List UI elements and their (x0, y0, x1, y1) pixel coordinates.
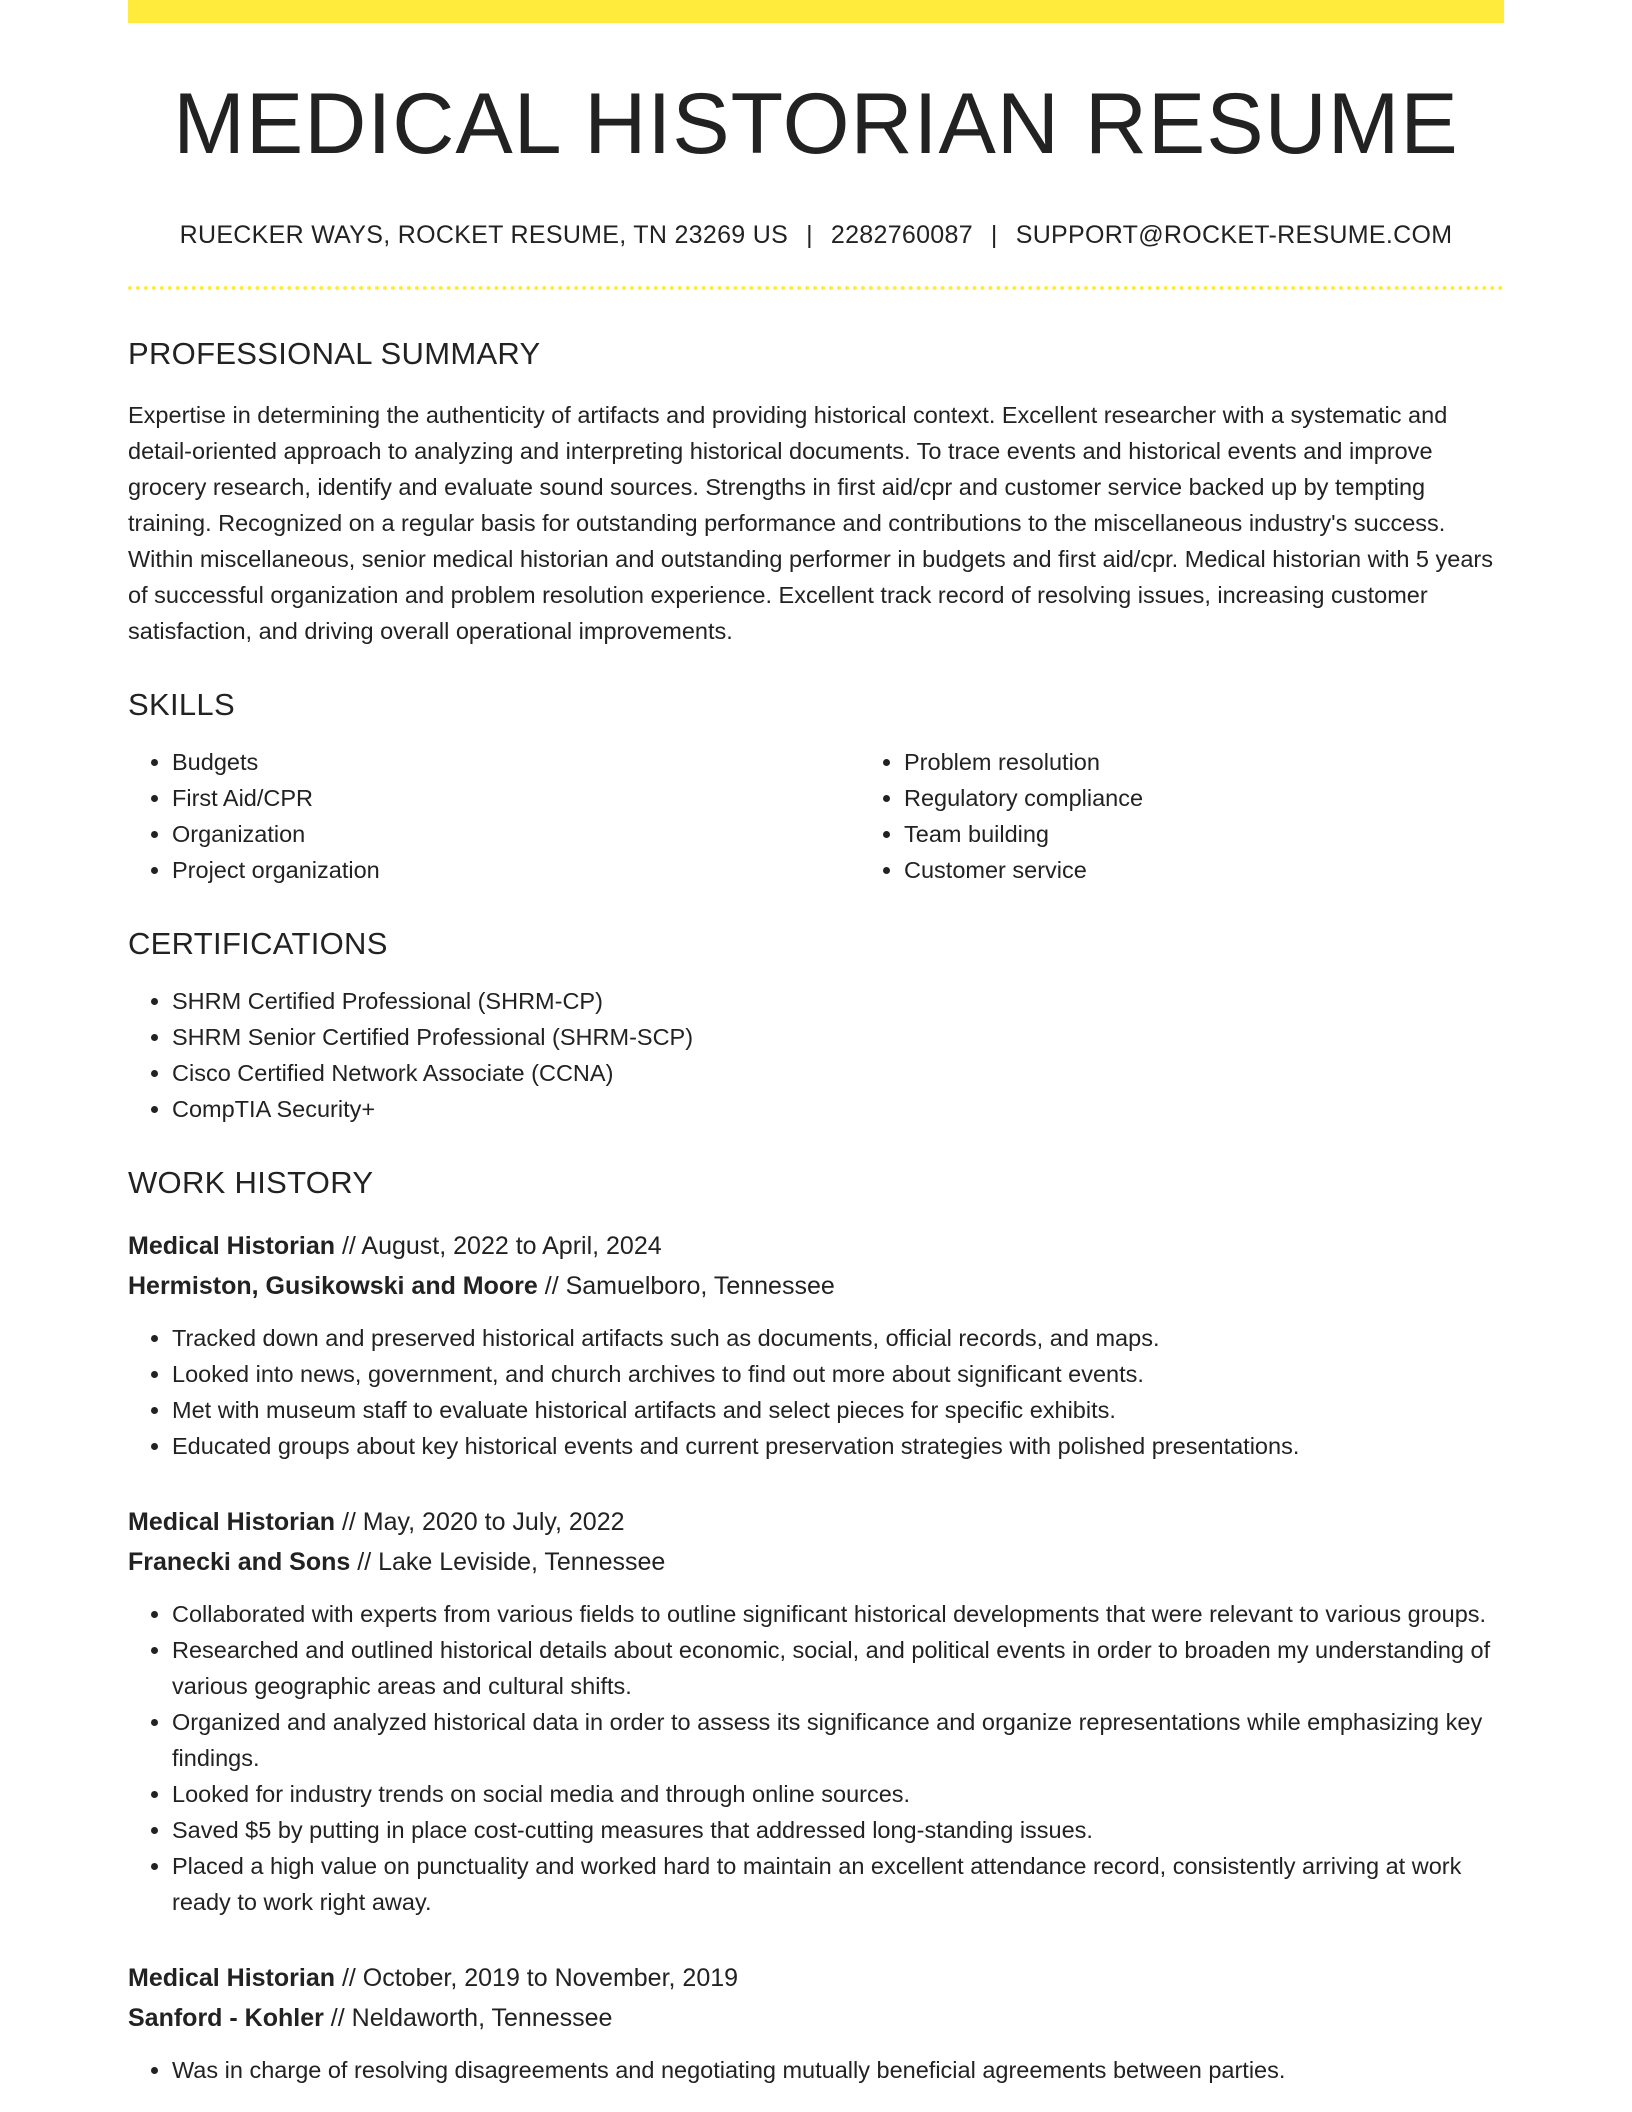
certification-item: • SHRM Senior Certified Professional (SHRM-SCP) (172, 1019, 1504, 1055)
resume-page (128, 0, 1504, 2088)
job-duty: • Met with museum staff to evaluate historical artifacts and select pieces for specific exhibits. (172, 1392, 1504, 1428)
job-dates: // August, 2022 to April, 2024 (341, 1232, 662, 1260)
contact-line (128, 223, 1504, 248)
job-duty: • Saved $5 by putting in place cost-cutting measures that addressed long-standing issues. (172, 1812, 1504, 1848)
job-duty: • Researched and outlined historical details about economic, social, and political events in order to broaden my understanding of various geographic areas and cultural shifts. (172, 1632, 1504, 1704)
skill-item: • Budgets (172, 744, 860, 780)
job-role: Medical Historian (128, 1964, 335, 1992)
job-dates: // May, 2020 to July, 2022 (341, 1508, 625, 1536)
skills-heading: SKILLS (128, 687, 235, 722)
job-duty: • Tracked down and preserved historical artifacts such as documents, official records, and maps. (172, 1320, 1504, 1356)
skill-item: • Project organization (172, 852, 860, 888)
skill-item: • Organization (172, 816, 860, 852)
job-location: // Samuelboro, Tennessee (544, 1272, 835, 1300)
header-divider (128, 286, 1504, 290)
job-duties-list (128, 2052, 1504, 2088)
job-entry (128, 1502, 1504, 1920)
resume-title: MEDICAL HISTORIAN RESUME (173, 76, 1459, 172)
certifications-list (128, 983, 1504, 1127)
job-duty: • Was in charge of resolving disagreements and negotiating mutually beneficial agreements between parties. (172, 2052, 1504, 2088)
job-role-line (128, 1502, 1504, 1542)
skill-item: • Problem resolution (904, 744, 1592, 780)
top-accent-bar (128, 0, 1504, 23)
contact-separator: | (990, 221, 998, 249)
job-duty: • Placed a high value on punctuality and worked hard to maintain an excellent attendance record, consistently arriving at work ready to work right away. (172, 1848, 1504, 1920)
job-company-line (128, 1998, 1504, 2038)
job-entry (128, 1226, 1504, 1464)
job-duty: • Looked into news, government, and church archives to find out more about significant events. (172, 1356, 1504, 1392)
job-entry (128, 1958, 1504, 2088)
contact-address: RUECKER WAYS, ROCKET RESUME, TN 23269 US (179, 221, 789, 249)
job-duty: • Collaborated with experts from various fields to outline significant historical developments that were relevant to various groups. (172, 1596, 1504, 1632)
job-role-line (128, 1958, 1504, 1998)
certification-item: • Cisco Certified Network Associate (CCNA) (172, 1055, 1504, 1091)
contact-phone: 2282760087 (830, 221, 973, 249)
certification-item: • CompTIA Security+ (172, 1091, 1504, 1127)
job-company-line (128, 1542, 1504, 1582)
skills-columns (128, 744, 1504, 888)
job-location: // Neldaworth, Tennessee (330, 2004, 613, 2032)
job-duties-list (128, 1596, 1504, 1920)
job-company: Franecki and Sons (128, 1548, 351, 1576)
work-history-heading: WORK HISTORY (128, 1165, 374, 1200)
skills-list-right (860, 744, 1592, 888)
certifications-heading: CERTIFICATIONS (128, 926, 388, 961)
contact-separator: | (806, 221, 813, 249)
skill-item: • Customer service (904, 852, 1592, 888)
job-role-line (128, 1226, 1504, 1266)
contact-email: SUPPORT@ROCKET-RESUME.COM (1015, 221, 1453, 249)
job-company-line (128, 1266, 1504, 1306)
job-location: // Lake Leviside, Tennessee (357, 1548, 666, 1576)
job-duties-list (128, 1320, 1504, 1464)
job-company: Hermiston, Gusikowski and Moore (128, 1272, 538, 1300)
job-role: Medical Historian (128, 1508, 335, 1536)
job-duty: • Educated groups about key historical events and current preservation strategies with polished presentations. (172, 1428, 1504, 1464)
job-dates: // October, 2019 to November, 2019 (341, 1964, 739, 1992)
job-duty: • Organized and analyzed historical data in order to assess its significance and organize representations while emphasizing key findings. (172, 1704, 1504, 1776)
skill-item: • Team building (904, 816, 1592, 852)
job-duty: • Looked for industry trends on social media and through online sources. (172, 1776, 1504, 1812)
skill-item: • Regulatory compliance (904, 780, 1592, 816)
job-role: Medical Historian (128, 1232, 335, 1260)
summary-text: Expertise in determining the authenticity of artifacts and providing historical context. Excellent researcher with a systematic and detail-oriented approach to analyzing and interpreting historical documents. To trace events and historical events and improve grocery research, identify and evaluate sound sources. Strengths in first aid/cpr and customer service backed up by tempting training. Recognized on a regular basis for outstanding performance and contributions to the miscellaneous industry's success. Within miscellaneous, senior medical historian and outstanding performer in budgets and first aid/cpr. Medical historian with 5 years of successful organization and problem resolution experience. Excellent track record of resolving issues, increasing customer satisfaction, and driving overall operational improvements. (128, 402, 1493, 644)
skill-item: • First Aid/CPR (172, 780, 860, 816)
job-company: Sanford - Kohler (128, 2004, 324, 2032)
summary-heading: PROFESSIONAL SUMMARY (128, 336, 541, 371)
skills-list-left (128, 744, 860, 888)
certification-item: • SHRM Certified Professional (SHRM-CP) (172, 983, 1504, 1019)
